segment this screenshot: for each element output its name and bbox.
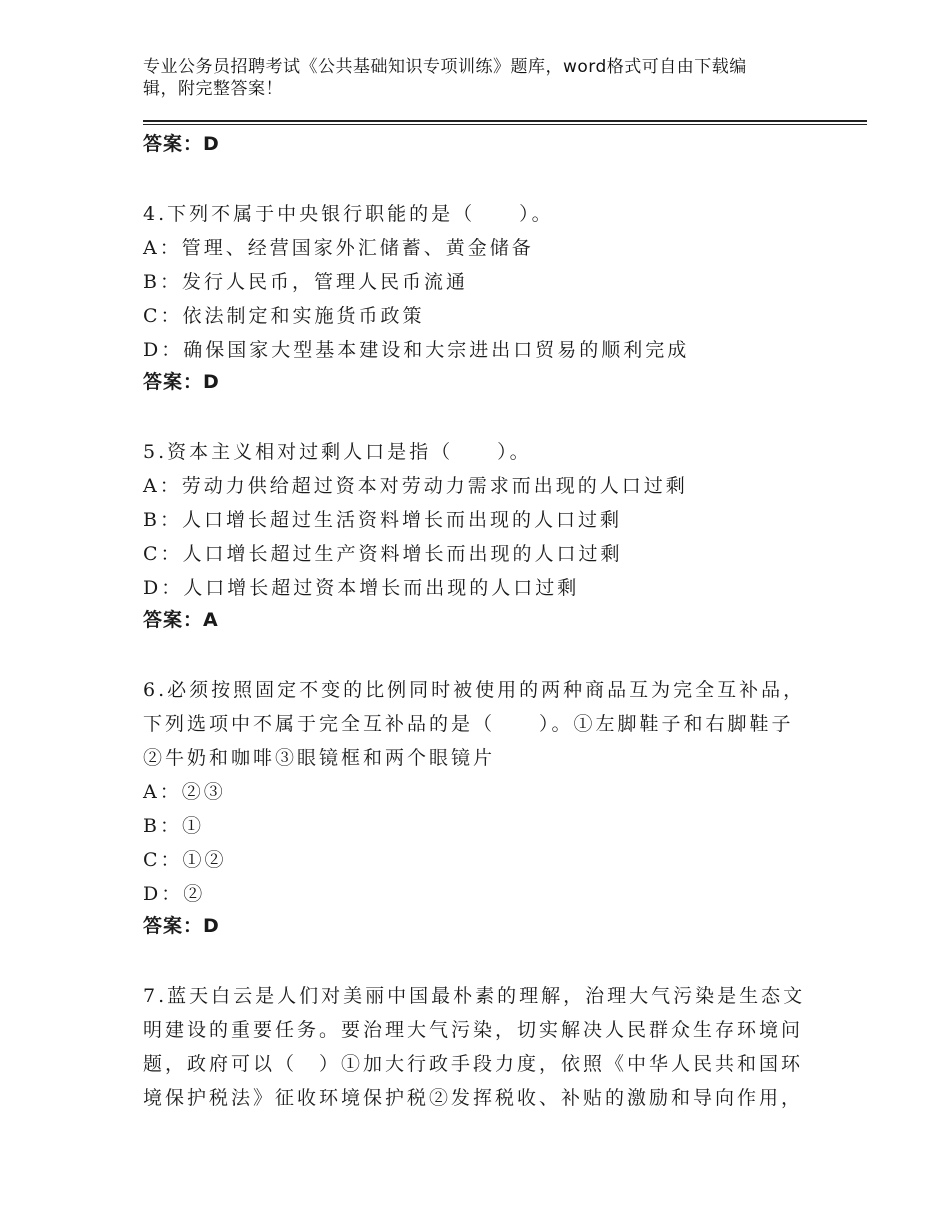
option-d: D：人口增长超过资本增长而出现的人口过剩 [143,577,580,599]
header-divider [143,120,867,125]
option-b: B：人口增长超过生活资料增长而出现的人口过剩 [143,509,622,531]
answer-label: 答案：A [143,609,219,631]
answer-label: 答案：D [143,915,220,937]
question-7 [143,979,867,1115]
spacer [143,945,867,979]
previous-answer: 答案：D [143,133,220,155]
option-b: B：发行人民币，管理人民币流通 [143,271,468,293]
question-text-line-3: ②牛奶和咖啡③眼镜框和两个眼镜片 [143,747,496,769]
question-text-line-2: 下列选项中不属于完全互补品的是（ ）。①左脚鞋子和右脚鞋子 [143,713,794,735]
page-header [143,56,803,100]
header-line-1: 专业公务员招聘考试《公共基础知识专项训练》题库，word格式可自由下载编 [143,57,747,77]
question-text-line-1: 6.必须按照固定不变的比例同时被使用的两种商品互为完全互补品， [143,679,806,701]
question-text: 4.下列不属于中央银行职能的是（ ）。 [143,203,554,225]
question-4 [143,197,867,401]
answer-label: 答案：D [143,371,220,393]
spacer [143,163,867,197]
question-text-line-3: 题，政府可以（ ）①加大行政手段力度，依照《中华人民共和国环 [143,1053,804,1075]
option-c: C：①② [143,849,227,871]
spacer [143,639,867,673]
option-c: C：人口增长超过生产资料增长而出现的人口过剩 [143,543,623,565]
option-b: B：① [143,815,204,837]
option-a: A：劳动力供给超过资本对劳动力需求而出现的人口过剩 [143,475,688,497]
question-content [143,129,867,1115]
option-d: D：确保国家大型基本建设和大宗进出口贸易的顺利完成 [143,339,690,361]
option-a: A：管理、经营国家外汇储蓄、黄金储备 [143,237,534,259]
spacer [143,401,867,435]
question-text-line-2: 明建设的重要任务。要治理大气污染，切实解决人民群众生存环境问 [143,1019,804,1041]
question-text-line-4: 境保护税法》征收环境保护税②发挥税收、补贴的激励和导向作用， [143,1087,804,1109]
option-a: A：②③ [143,781,226,803]
option-d: D：② [143,883,206,905]
question-5 [143,435,867,639]
question-6 [143,673,867,945]
question-text-line-1: 7.蓝天白云是人们对美丽中国最朴素的理解，治理大气污染是生态文 [143,985,806,1007]
option-c: C：依法制定和实施货币政策 [143,305,425,327]
header-line-2: 辑，附完整答案！ [143,79,283,99]
question-text: 5.资本主义相对过剩人口是指（ ）。 [143,441,532,463]
